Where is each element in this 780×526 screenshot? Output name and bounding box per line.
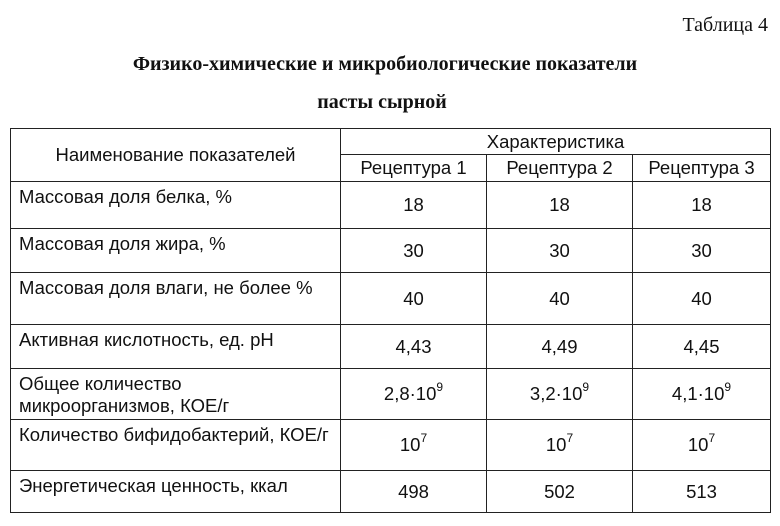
row-value: 4,43	[341, 325, 487, 369]
row-value: 40	[341, 273, 487, 325]
header-recipe-1: Рецептура 1	[341, 155, 487, 182]
table-row	[11, 182, 771, 229]
row-value: 498	[341, 471, 487, 513]
row-value: 18	[633, 182, 771, 229]
row-name: Массовая доля белка, %	[11, 182, 341, 229]
header-name-column: Наименование показателей	[11, 129, 341, 182]
header-characteristic: Характеристика	[341, 129, 771, 155]
row-value: $10^7$	[633, 420, 771, 471]
table-row	[11, 273, 771, 325]
table-row	[11, 325, 771, 369]
row-value: 30	[341, 229, 487, 273]
table-row	[11, 420, 771, 471]
row-name: Общее количество микроорганизмов, КОЕ/г	[11, 369, 341, 420]
row-value: $10^7$	[487, 420, 633, 471]
row-value: 4,49	[487, 325, 633, 369]
header-recipe-2: Рецептура 2	[487, 155, 633, 182]
table-number: Таблица 4	[682, 14, 768, 36]
row-name: Массовая доля влаги, не более %	[11, 273, 341, 325]
row-value: 40	[487, 273, 633, 325]
row-value: 30	[487, 229, 633, 273]
row-name: Энергетическая ценность, ккал	[11, 471, 341, 513]
row-name: Массовая доля жира, %	[11, 229, 341, 273]
row-value: 30	[633, 229, 771, 273]
indicators-table	[10, 128, 771, 513]
row-value: 502	[487, 471, 633, 513]
table-title-line-1: Физико-химические и микробиологические показатели	[132, 53, 638, 75]
row-value: 513	[633, 471, 771, 513]
header-recipe-3: Рецептура 3	[633, 155, 771, 182]
row-value: 40	[633, 273, 771, 325]
table-title-line-2: пасты сырной	[317, 91, 447, 113]
table-row	[11, 229, 771, 273]
row-value: $2,8\cdot 10^9$	[341, 369, 487, 420]
table-row	[11, 471, 771, 513]
row-value: 18	[487, 182, 633, 229]
row-value: 18	[341, 182, 487, 229]
table-row	[11, 369, 771, 420]
row-value: $4,1\cdot 10^9$	[633, 369, 771, 420]
row-value: $3,2\cdot 10^9$	[487, 369, 633, 420]
row-value: $10^7$	[341, 420, 487, 471]
row-name: Количество бифидобактерий, КОЕ/г	[11, 420, 341, 471]
row-value: 4,45	[633, 325, 771, 369]
row-name: Активная кислотность, ед. pH	[11, 325, 341, 369]
